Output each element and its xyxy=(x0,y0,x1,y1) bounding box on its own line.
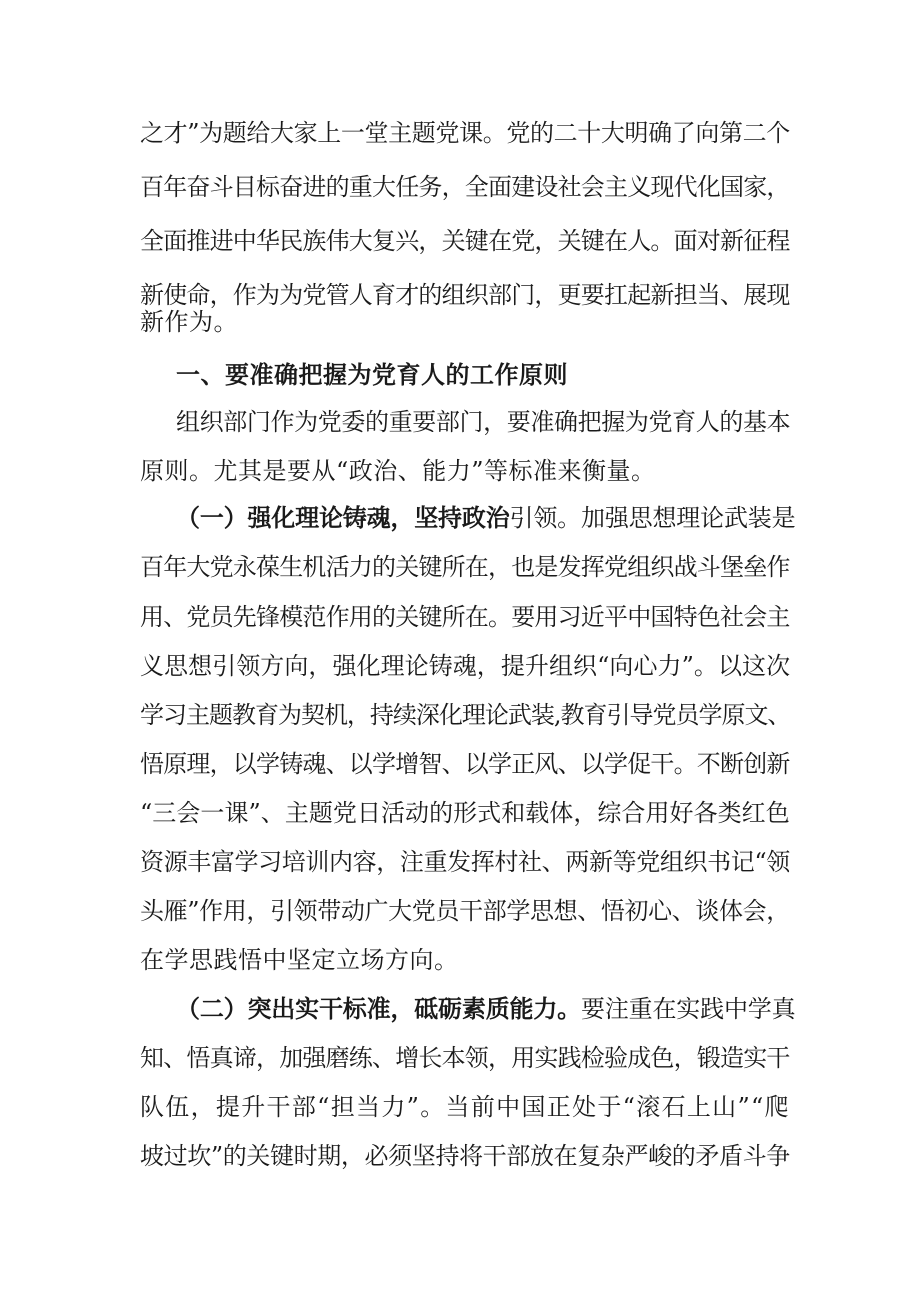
sub2-line-4: 坡过坎”的关键时期，必须坚持将干部放在复杂严峻的矛盾斗争 xyxy=(140,1142,790,1170)
intro-line-1: 之才”为题给大家上一堂主题党课。党的二十大明确了向第二个 xyxy=(140,119,790,147)
sub2-first-rest: 要注重在实践中学真 xyxy=(581,995,796,1023)
section1-line-1: 组织部门作为党委的重要部门，要准确把握为党育人的基本 xyxy=(176,408,791,436)
intro-line-2: 百年奋斗目标奋进的重大任务，全面建设社会主义现代化国家， xyxy=(140,173,790,201)
section1-line-2: 原则。尤其是要从“政治、能力”等标准来衡量。 xyxy=(140,457,656,485)
sub1-first-line xyxy=(176,498,795,538)
section-heading: 一、要准确把握为党育人的工作原则 xyxy=(176,360,568,389)
sub1-line-6: 悟原理，以学铸魂、以学增智、以学正风、以学促干。不断创新 xyxy=(140,750,790,778)
sub1-heading: （一）强化理论铸魂，坚持政治 xyxy=(176,503,510,532)
sub2-line-3: 队伍，提升干部“担当力”。当前中国正处于“滚石上山”“爬 xyxy=(140,1093,790,1121)
intro-line-5: 新作为。 xyxy=(140,308,238,336)
sub2-heading: （二）突出实干标准，砥砺素质能力。 xyxy=(176,994,581,1023)
sub2-line-2: 知、悟真谛，加强磨练、增长本领，用实践检验成色，锻造实干 xyxy=(140,1044,790,1072)
sub1-line-8: 资源丰富学习培训内容，注重发挥村社、两新等党组织书记“领 xyxy=(140,848,790,876)
sub1-line-7: “三会一课”、主题党日活动的形式和载体，综合用好各类红色 xyxy=(140,799,790,827)
sub2-first-line xyxy=(176,989,795,1029)
intro-line-3: 全面推进中华民族伟大复兴，关键在党，关键在人。面对新征程 xyxy=(140,227,790,255)
sub1-line-10: 在学思践悟中坚定立场方向。 xyxy=(140,946,459,974)
sub1-line-2: 百年大党永葆生机活力的关键所在，也是发挥党组织战斗堡垒作 xyxy=(140,553,790,581)
intro-line-4: 新使命，作为为党管人育才的组织部门，更要扛起新担当、展现 xyxy=(140,281,790,309)
sub1-line-5: 学习主题教育为契机，持续深化理论武装,教育引导党员学原文、 xyxy=(140,701,791,729)
sub1-line-3: 用、党员先锋模范作用的关键所在。要用习近平中国特色社会主 xyxy=(140,603,790,631)
sub1-first-rest: 引领。加强思想理论武装是 xyxy=(509,504,796,532)
sub1-line-9: 头雁”作用，引领带动广大党员干部学思想、悟初心、谈体会， xyxy=(140,897,790,925)
sub1-line-4: 义思想引领方向，强化理论铸魂，提升组织“向心力”。以这次 xyxy=(140,652,791,680)
